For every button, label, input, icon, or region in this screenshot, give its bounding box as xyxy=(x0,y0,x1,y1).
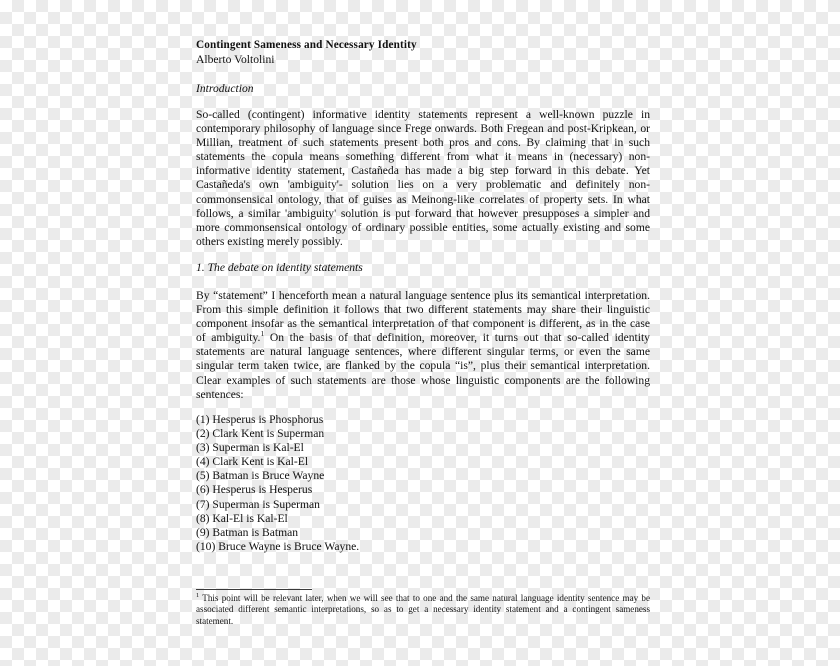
list-item: (10) Bruce Wayne is Bruce Wayne. xyxy=(196,539,360,553)
footnote-number: 1 xyxy=(196,591,200,599)
list-item: (2) Clark Kent is Superman xyxy=(196,427,325,441)
footnote xyxy=(196,593,650,627)
paragraph-debate-text-before-footnote-marker: By “statement” I henceforth mean a natural language sentence plus its semantical interpretation. From this simple definition it follows that two different statements may share their linguistic component insofar as the semantical interpretation of that component is different, as in the case of ambiguity. xyxy=(196,289,650,345)
paragraph-debate-text-after-footnote-marker: On the basis of that definition, moreover, it turns out that so-called identity statements are natural language sentences, where different singular terms, or even the same singular term taken twice, are flanked by the copula “is”, plus their semantical interpretation. Clear examples of such statements are those whose linguistic components are the following sentences: xyxy=(196,331,650,401)
paragraph-introduction: So-called (contingent) informative identity statements represent a well-known puzzle in contemporary philosophy of language since Frege onwards. Both Fregean and post-Kripkean, or Millian, treatment of such statements present both pros and cons. By claiming that in such statements the copula means something different from what it means in (necessary) non-informative identity statement, Castañeda has made a big step forward in this debate. Yet Castañeda's own 'ambiguity'- solution lies on a very problematic and definitely non-commonsensical ontology, that of guises as Meinong-like correlates of property sets. In what follows, a similar 'ambiguity' solution is put forward that however presupposes a simpler and more commonsensical ontology of ordinary possible entities, some actually existing and some others existing merely possibly. xyxy=(196,108,650,248)
footnote-reference-marker[interactable]: 1 xyxy=(260,329,265,339)
list-item: (8) Kal-El is Kal-El xyxy=(196,511,288,525)
list-item: (9) Batman is Batman xyxy=(196,525,299,539)
author-name: Alberto Voltolini xyxy=(196,53,275,66)
list-item: (5) Batman is Bruce Wayne xyxy=(196,469,325,483)
document-page xyxy=(196,0,650,666)
footnote-separator-rule xyxy=(196,589,312,590)
page-title: Contingent Sameness and Necessary Identity xyxy=(196,39,417,51)
list-item: (6) Hesperus is Hesperus xyxy=(196,483,313,497)
list-item: (4) Clark Kent is Kal-El xyxy=(196,455,309,469)
list-item: (7) Superman is Superman xyxy=(196,497,320,511)
example-sentence-list xyxy=(196,413,650,554)
footnote-body-text: This point will be relevant later, when we will see that to one and the same natural language identity sentence may be associated different semantic interpretations, so as to get a necessary identity statement and a contingent sameness statement. xyxy=(196,593,650,626)
list-item: (3) Superman is Kal-El xyxy=(196,441,304,455)
section-heading-debate: 1. The debate on identity statements xyxy=(196,261,363,274)
paragraph-debate xyxy=(196,289,650,402)
list-item: (1) Hesperus is Phosphorus xyxy=(196,413,324,426)
section-heading-introduction: Introduction xyxy=(196,82,254,95)
